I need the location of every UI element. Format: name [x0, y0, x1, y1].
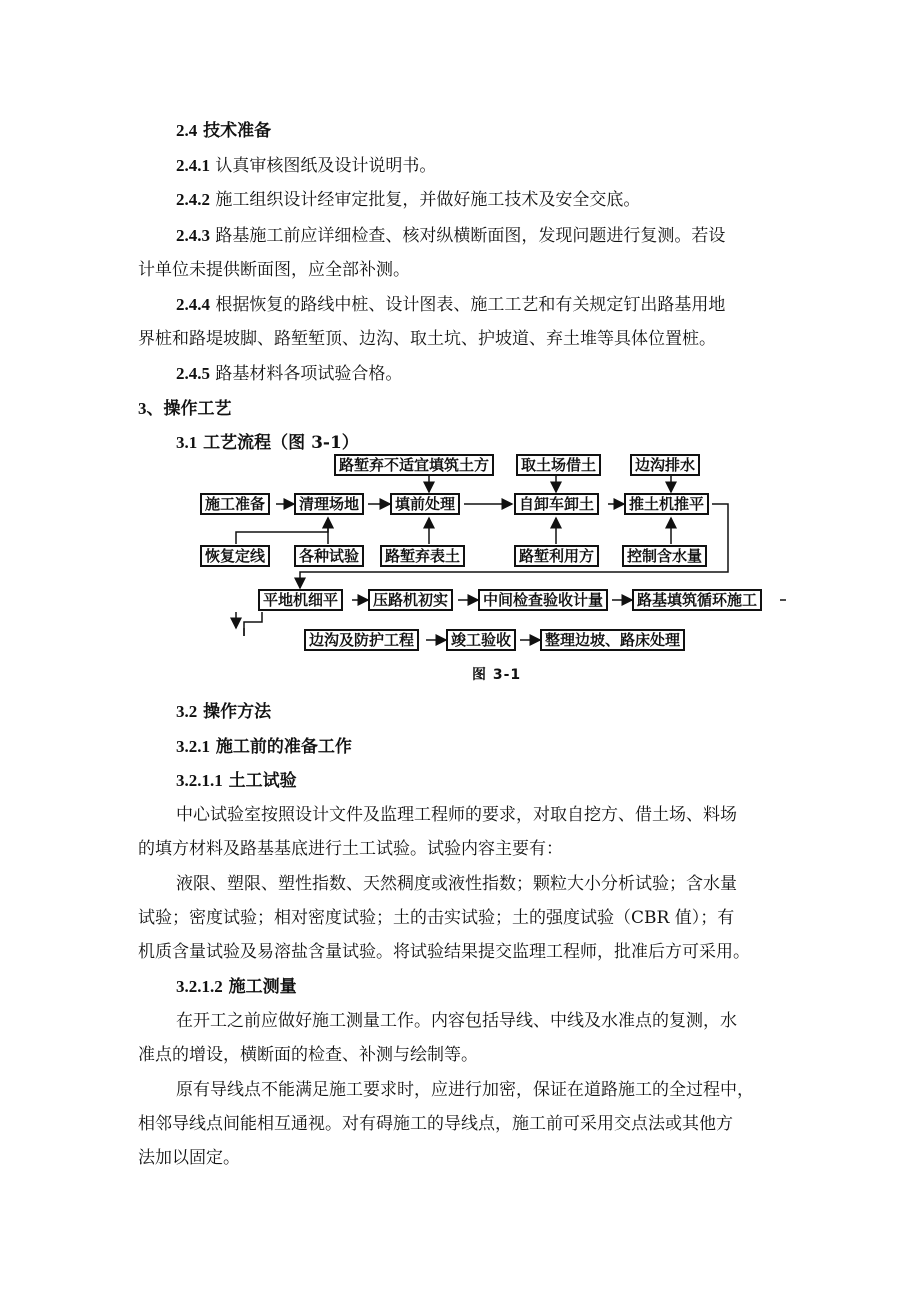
flow-box-discard-unsuitable: 路堑弃不适宜填筑土方: [334, 454, 494, 476]
para-survey-line2: 准点的增设，横断面的检查、补测与绘制等。: [138, 1045, 478, 1065]
figure-caption: 图 3-1: [472, 667, 522, 683]
flow-box-slope-subgrade: 整理边坡、路床处理: [540, 629, 685, 651]
heading-3-2-1-2: 3.2.1.2 施工测量: [176, 977, 297, 997]
heading-3-2-1: 3.2.1 施工前的准备工作: [176, 737, 352, 757]
para-traverse-line1: 原有导线点不能满足施工要求时，应进行加密，保证在道路施工的全过程中，: [176, 1080, 754, 1100]
flow-box-cut-reuse: 路堑利用方: [514, 545, 599, 567]
para-traverse-line2: 相邻导线点间能相互通视。对有碍施工的导线点，施工前可采用交点法或其他方: [138, 1114, 733, 1134]
para-test-items-line3: 机质含量试验及易溶盐含量试验。将试验结果提交监理工程师，批准后方可采用。: [138, 942, 750, 962]
flow-box-fill-cycle: 路基填筑循环施工: [632, 589, 762, 611]
flow-box-borrow-pit: 取土场借土: [516, 454, 601, 476]
para-2-4-5: 2.4.5 路基材料各项试验合格。: [176, 364, 403, 384]
heading-3-1: 3.1 工艺流程（图 3-1）: [176, 433, 359, 453]
heading-3-2-1-1: 3.2.1.1 土工试验: [176, 771, 297, 791]
para-2-4-3-line1: 2.4.3 路基施工前应详细检查、核对纵横断面图，发现问题进行复测。若设: [176, 226, 726, 246]
para-2-4-4-line2: 界桩和路堤坡脚、路堑堑顶、边沟、取土坑、护坡道、弃土堆等具体位置桩。: [138, 329, 716, 349]
heading-2-4: 2.4 技术准备: [176, 121, 272, 141]
para-traverse-line3: 法加以固定。: [138, 1148, 240, 1168]
para-soil-test-line2: 的填方材料及路基基底进行土工试验。试验内容主要有：: [138, 839, 563, 859]
para-survey-line1: 在开工之前应做好施工测量工作。内容包括导线、中线及水准点的复测，水: [176, 1011, 737, 1031]
flow-box-construction-prep: 施工准备: [200, 493, 270, 515]
para-2-4-2: 2.4.2 施工组织设计经审定批复，并做好施工技术及安全交底。: [176, 190, 641, 210]
flow-box-various-tests: 各种试验: [294, 545, 364, 567]
flow-box-moisture-control: 控制含水量: [622, 545, 707, 567]
flow-box-grader-finish: 平地机细平: [258, 589, 343, 611]
flow-box-inspection-metering: 中间检查验收计量: [478, 589, 608, 611]
para-2-4-4-line1: 2.4.4 根据恢复的路线中桩、设计图表、施工工艺和有关规定钉出路基用地: [176, 295, 726, 315]
process-flowchart: [196, 450, 786, 660]
flow-box-roller-initial: 压路机初实: [368, 589, 453, 611]
flow-box-pre-fill-treatment: 填前处理: [390, 493, 460, 515]
flow-box-ditch-protection: 边沟及防护工程: [304, 629, 419, 651]
flow-box-bulldozer-level: 推土机推平: [624, 493, 709, 515]
flow-box-restore-alignment: 恢复定线: [200, 545, 270, 567]
flow-box-ditch-drainage: 边沟排水: [630, 454, 700, 476]
para-test-items-line2: 试验；密度试验；相对密度试验；土的击实试验；土的强度试验（CBR 值）；有: [138, 908, 735, 928]
flow-box-cut-topsoil: 路堑弃表土: [380, 545, 465, 567]
flow-box-completion-acceptance: 竣工验收: [446, 629, 516, 651]
para-2-4-3-line2: 计单位未提供断面图，应全部补测。: [138, 260, 410, 280]
heading-3-2: 3.2 操作方法: [176, 702, 272, 722]
flow-box-dump-truck-unload: 自卸车卸土: [514, 493, 599, 515]
para-2-4-1: 2.4.1 认真审核图纸及设计说明书。: [176, 156, 437, 176]
heading-3: 3、操作工艺: [138, 399, 232, 419]
para-test-items-line1: 液限、塑限、塑性指数、天然稠度或液性指数；颗粒大小分析试验；含水量: [176, 874, 737, 894]
para-soil-test-line1: 中心试验室按照设计文件及监理工程师的要求，对取自挖方、借土场、料场: [176, 805, 737, 825]
flow-box-site-clearing: 清理场地: [294, 493, 364, 515]
